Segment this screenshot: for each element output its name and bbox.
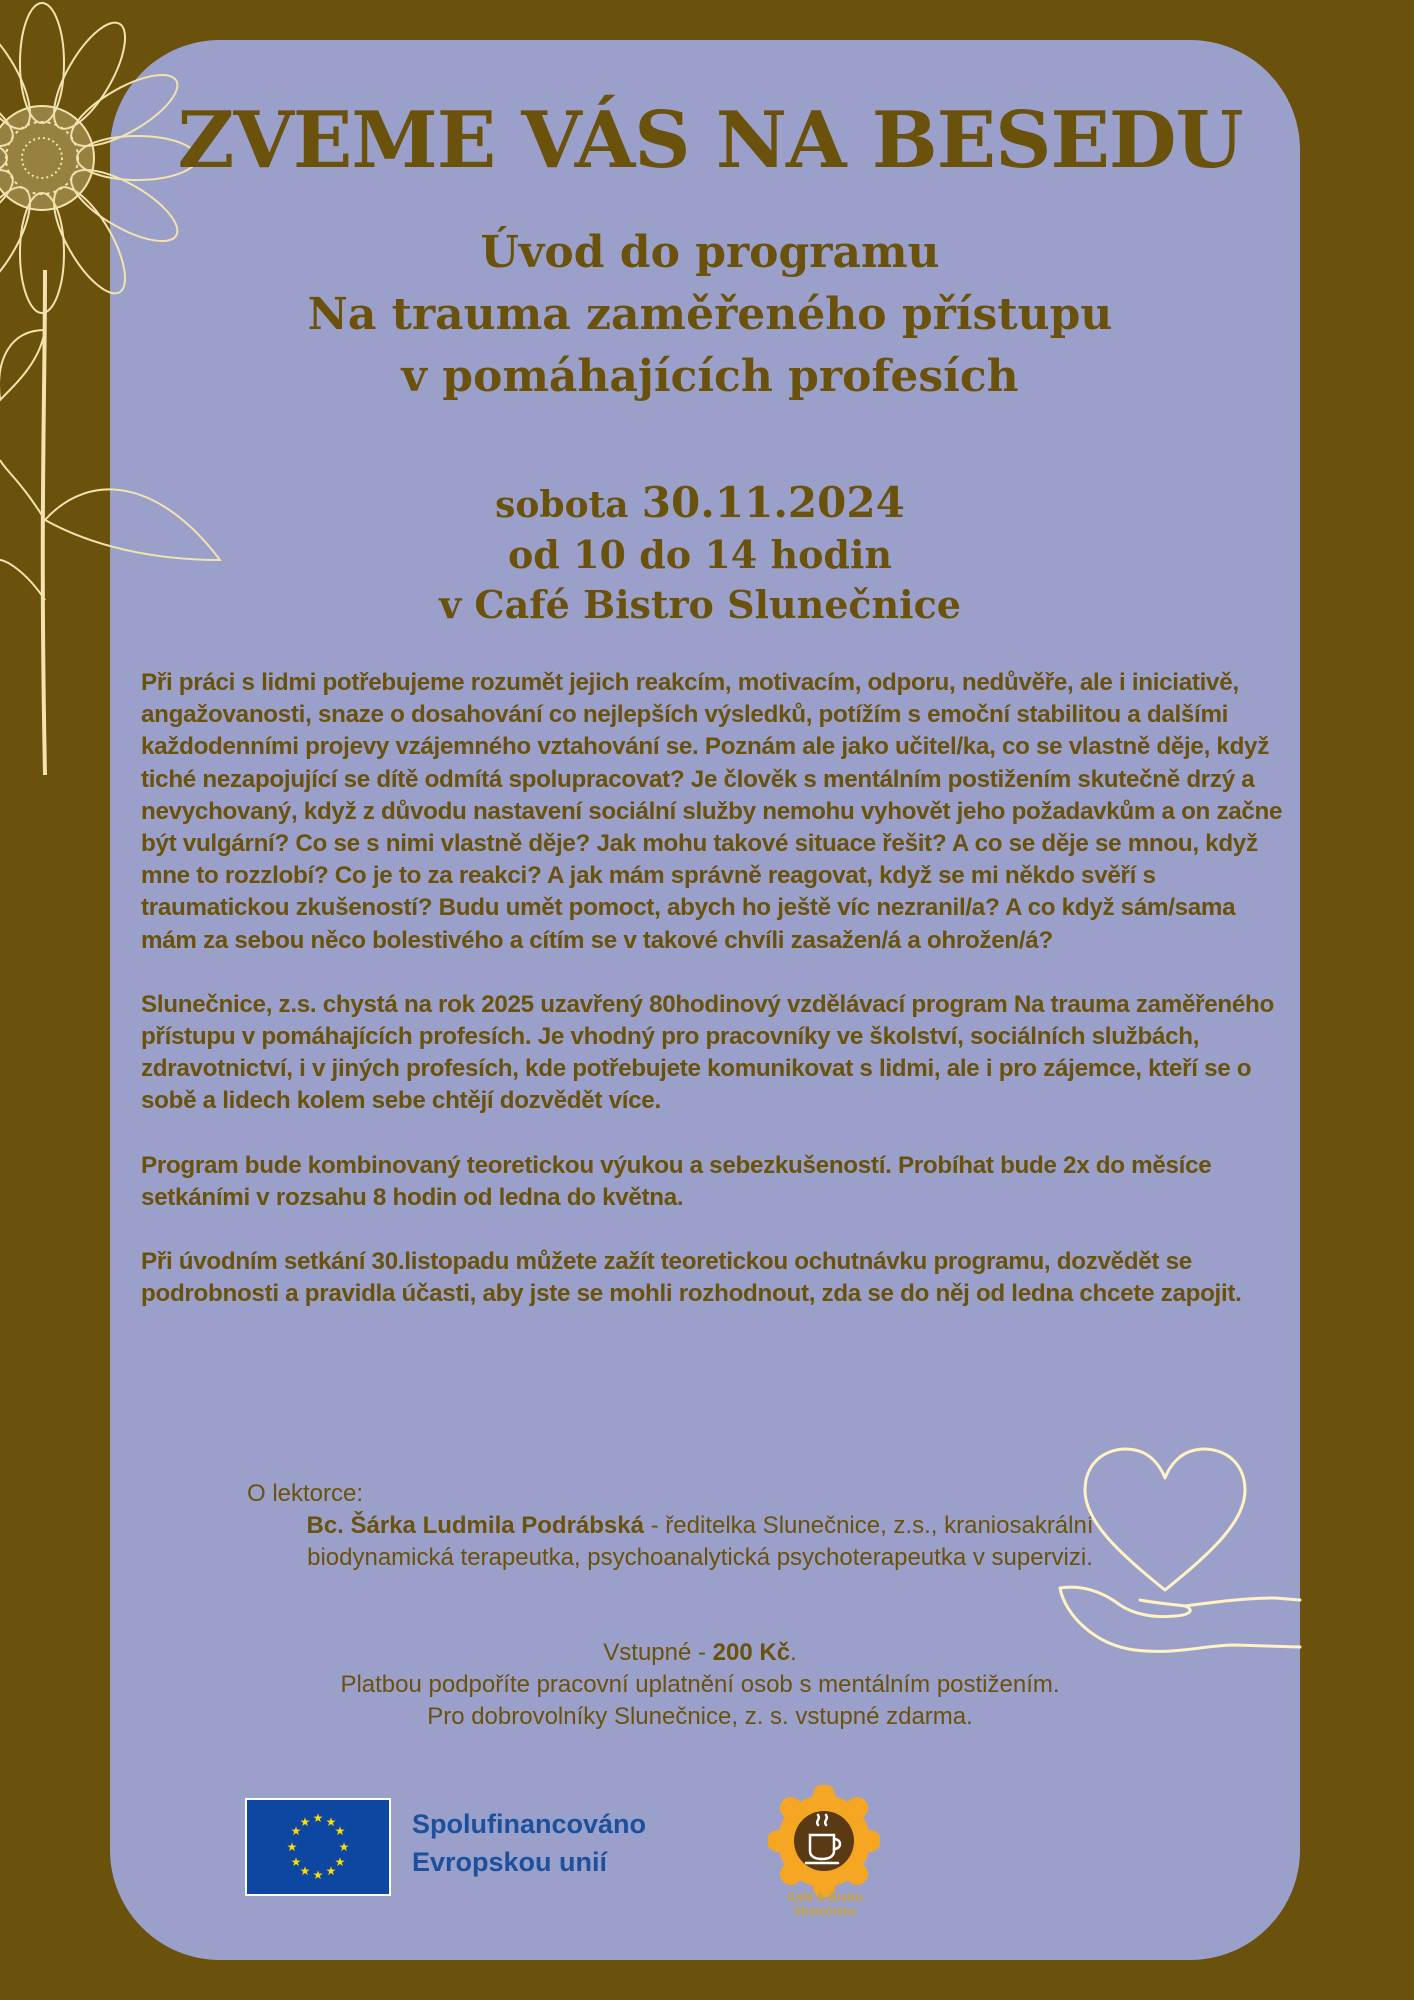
svg-text:★: ★ xyxy=(325,1864,337,1878)
eu-cofinancing-text xyxy=(412,1805,646,1881)
svg-text:★: ★ xyxy=(334,1824,346,1838)
subtitle-line: Na trauma zaměřeného přístupu xyxy=(307,289,1113,340)
logo-caption-line: Slunečnice xyxy=(793,1904,857,1918)
subtitle-line: v pomáhajících profesích xyxy=(401,351,1019,402)
event-date: 30.11.2024 xyxy=(641,478,905,527)
paragraph: Při úvodním setkání 30.listopadu můžete zažít teoretickou ochutnávku programu, dozvědět se podrobnosti a pravidla účasti, aby jste se mohli rozhodnout, zda se do něj od ledna chcete zapojit. xyxy=(141,1248,1242,1308)
eu-stars-icon xyxy=(247,1800,389,1894)
heart-in-hand-icon xyxy=(1055,1440,1305,1680)
fee-line xyxy=(200,1637,1200,1669)
event-time: od 10 do 14 hodin xyxy=(507,532,893,577)
svg-text:★: ★ xyxy=(299,1864,311,1878)
svg-text:★: ★ xyxy=(338,1840,350,1854)
paragraph: Program bude kombinovaný teoretickou výukou a sebezkušeností. Probíhat bude 2x do měsíce setkáními v rozsahu 8 hodin od ledna do května. xyxy=(141,1151,1212,1211)
event-details xyxy=(150,478,1250,630)
event-place: v Café Bistro Slunečnice xyxy=(439,582,961,627)
coffee-cup-icon xyxy=(768,1785,880,1897)
svg-text:★: ★ xyxy=(286,1840,298,1854)
svg-text:★: ★ xyxy=(290,1855,302,1869)
subtitle-line: Úvod do programu xyxy=(480,227,940,278)
fee-amount: 200 Kč xyxy=(712,1639,791,1666)
lecturer-label: O lektorce: xyxy=(247,1480,364,1507)
fee-note: Pro dobrovolníky Slunečnice, z. s. vstupné zdarma. xyxy=(427,1703,973,1730)
lecturer-name: Bc. Šárka Ludmila Podrábská xyxy=(306,1512,644,1539)
body-text xyxy=(141,667,1291,1342)
svg-text:★: ★ xyxy=(312,1811,324,1825)
fee-label: Vstupné - xyxy=(603,1639,713,1666)
page-title: ZVEME VÁS NA BESEDU xyxy=(177,95,1243,186)
fee-suffix: . xyxy=(790,1639,797,1666)
fee-note: Platbou podpoříte pracovní uplatnění osob s mentálním postižením. xyxy=(340,1671,1060,1698)
eu-line: Spolufinancováno xyxy=(412,1809,647,1839)
lecturer-description: - ředitelka Slunečnice, z.s., kraniosakrální biodynamická terapeutka, psychoanalytická psychoterapeutka v supervizi. xyxy=(307,1512,1094,1571)
svg-text:★: ★ xyxy=(312,1868,324,1882)
paragraph: Při práci s lidmi potřebujeme rozumět jejich reakcím, motivacím, odporu, nedůvěře, ale i iniciativě, angažovanosti, snaze o dosahování co nejlepších výsledků, potížím s emoční stabilitou a dalšími každodenními projevy vzájemného vztahování se. Poznám ale jako učitel/ka, co se vlastně děje, když tiché nezapojující se dítě odmítá spolupracovat? Je člověk s mentálním postižením skutečně drzý a nevychovaný, když z důvodu nastavení sociální služby nemohu vyhovět jeho požadavkům a on začne být vulgární? Co se s nimi vlastně děje? Jak mohu takové situace řešit? A co se děje se mnou, když mne to rozzlobí? Co je to za reakci? A jak mám správně reagovat, když se mi někdo svěří s traumatickou zkušeností? Budu umět pomoct, abych ho ještě víc nezranil/a? A co když sám/sama mám za sebou něco bolestivého a cítím se v takové chvíli zasažen/á a ohrožen/á? xyxy=(141,669,1283,954)
event-date-line xyxy=(150,478,1250,530)
svg-text:★: ★ xyxy=(334,1855,346,1869)
eu-flag-icon xyxy=(245,1798,391,1896)
fee-info xyxy=(200,1637,1200,1733)
svg-text:★: ★ xyxy=(325,1815,337,1829)
svg-text:★: ★ xyxy=(290,1824,302,1838)
eu-line: Evropskou unií xyxy=(412,1847,608,1877)
event-day: sobota xyxy=(495,484,629,526)
logo-caption-line: Café & Bistro xyxy=(786,1890,863,1904)
lecturer-info xyxy=(300,1510,1100,1574)
subtitle xyxy=(150,222,1270,408)
logo-caption xyxy=(745,1890,905,1918)
paragraph: Slunečnice, z.s. chystá na rok 2025 uzavřený 80hodinový vzdělávací program Na trauma zaměřeného přístupu v pomáhajících profesích. Je vhodný pro pracovníky ve školství, sociálních službách, zdravotnictví, i v jiných profesích, kde potřebujete komunikovat s lidmi, ale i pro zájemce, kteří se o sobě a lidech kolem sebe chtějí dozvědět více. xyxy=(141,990,1274,1115)
svg-text:★: ★ xyxy=(299,1815,311,1829)
